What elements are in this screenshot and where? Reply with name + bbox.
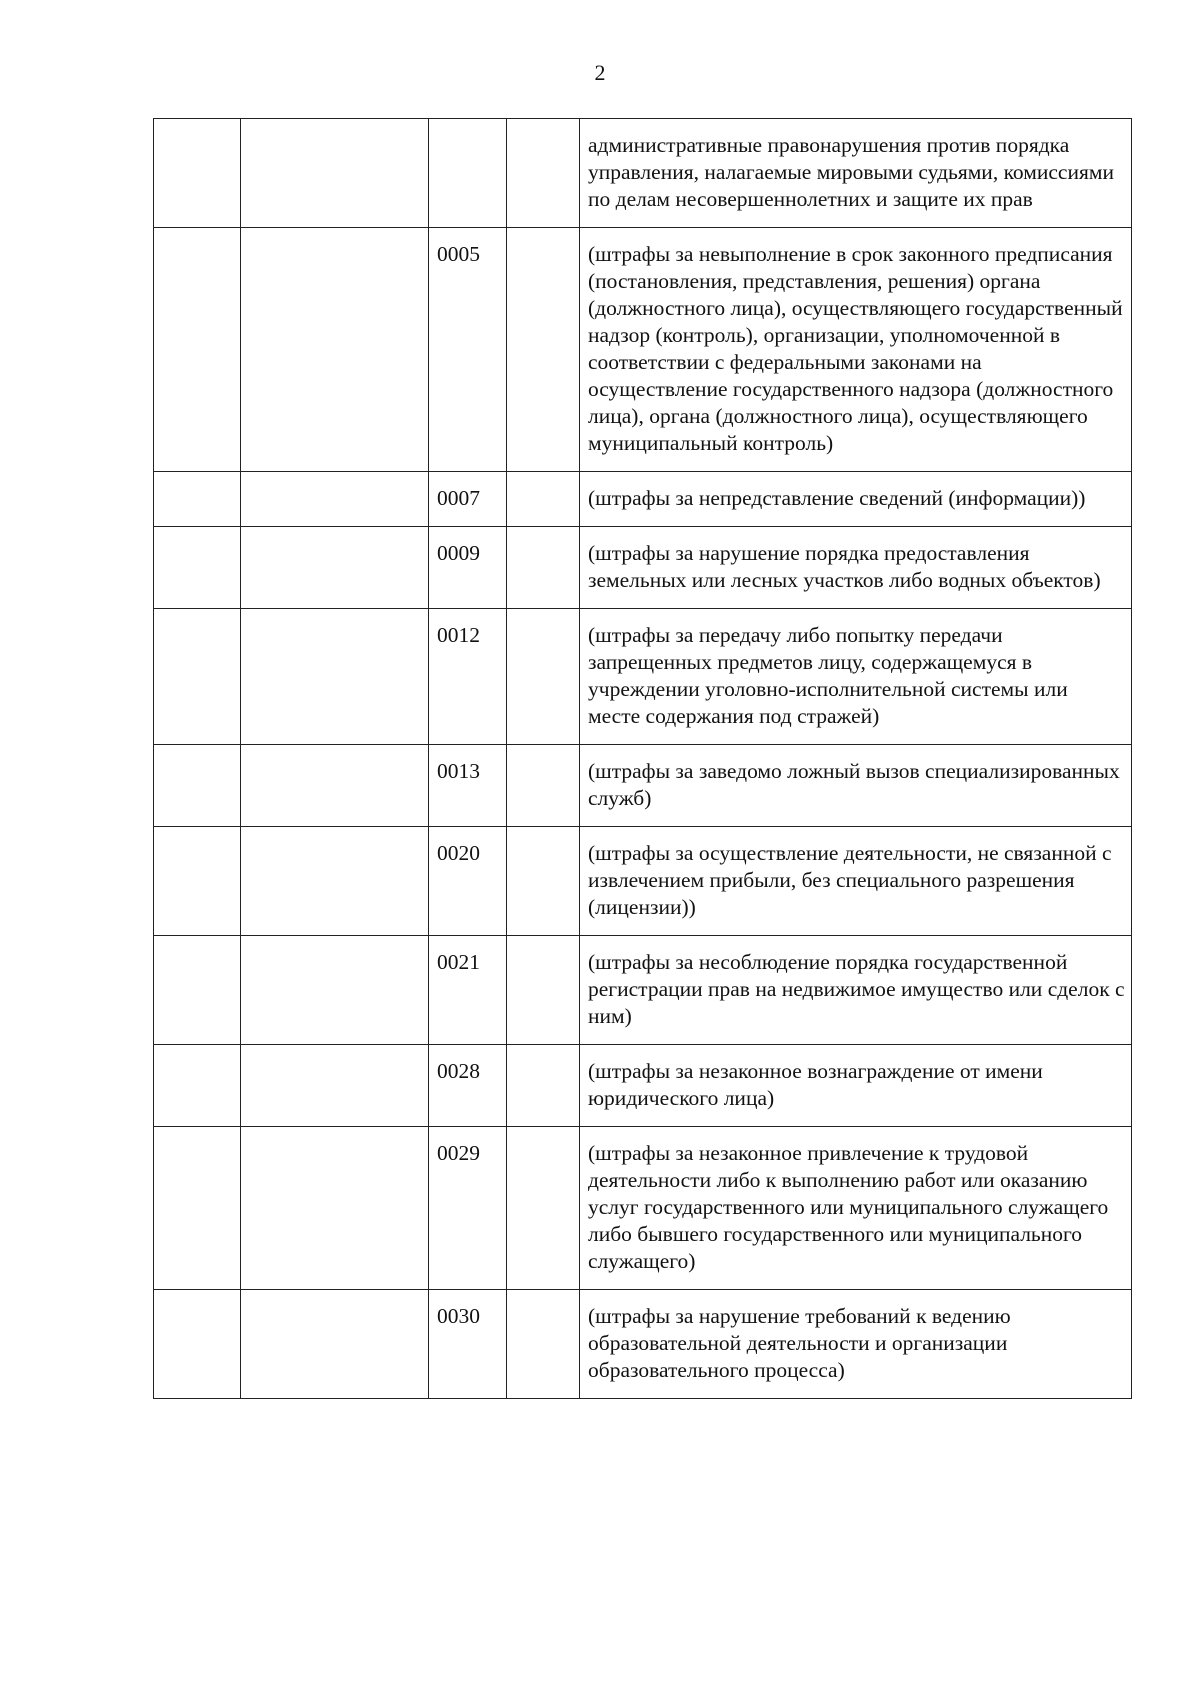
empty-cell-col2 xyxy=(241,527,429,609)
table-row xyxy=(154,228,1132,472)
description-cell: (штрафы за непредставление сведений (информации)) xyxy=(580,472,1132,527)
empty-cell-col1 xyxy=(154,1290,241,1399)
empty-cell-col4 xyxy=(507,745,580,827)
table-row xyxy=(154,609,1132,745)
empty-cell-col1 xyxy=(154,936,241,1045)
table-row xyxy=(154,1290,1132,1399)
empty-cell-col4 xyxy=(507,609,580,745)
empty-cell-col2 xyxy=(241,228,429,472)
empty-cell-col1 xyxy=(154,1127,241,1290)
empty-cell-col4 xyxy=(507,228,580,472)
description-cell: (штрафы за нарушение требований к ведению образовательной деятельности и организации образовательного процесса) xyxy=(580,1290,1132,1399)
empty-cell-col2 xyxy=(241,936,429,1045)
empty-cell-col2 xyxy=(241,119,429,228)
table-row xyxy=(154,1127,1132,1290)
code-cell: 0020 xyxy=(429,827,507,936)
code-cell: 0012 xyxy=(429,609,507,745)
empty-cell-col4 xyxy=(507,119,580,228)
table-body xyxy=(154,119,1132,1399)
description-cell: (штрафы за передачу либо попытку передачи запрещенных предметов лицу, содержащемуся в учреждении уголовно-исполнительной системы или месте содержания под стражей) xyxy=(580,609,1132,745)
description-cell: (штрафы за нарушение порядка предоставления земельных или лесных участков либо водных объектов) xyxy=(580,527,1132,609)
code-cell: 0028 xyxy=(429,1045,507,1127)
empty-cell-col1 xyxy=(154,1045,241,1127)
empty-cell-col2 xyxy=(241,472,429,527)
empty-cell-col1 xyxy=(154,609,241,745)
description-cell: (штрафы за невыполнение в срок законного предписания (постановления, представления, решения) органа (должностного лица), осуществляющего государственный надзор (контроль), организации, уполномоченной в соответствии с федеральными законами на осуществление государственного надзора (должностного лица), органа (должностного лица), осуществляющего муниципальный контроль) xyxy=(580,228,1132,472)
code-cell: 0021 xyxy=(429,936,507,1045)
empty-cell-col1 xyxy=(154,527,241,609)
table-row xyxy=(154,119,1132,228)
code-cell: 0007 xyxy=(429,472,507,527)
empty-cell-col1 xyxy=(154,228,241,472)
empty-cell-col4 xyxy=(507,1127,580,1290)
empty-cell-col4 xyxy=(507,527,580,609)
empty-cell-col4 xyxy=(507,827,580,936)
empty-cell-col1 xyxy=(154,827,241,936)
code-cell: 0005 xyxy=(429,228,507,472)
description-cell: (штрафы за несоблюдение порядка государственной регистрации прав на недвижимое имущество или сделок с ним) xyxy=(580,936,1132,1045)
empty-cell-col4 xyxy=(507,936,580,1045)
empty-cell-col2 xyxy=(241,1127,429,1290)
empty-cell-col2 xyxy=(241,745,429,827)
empty-cell-col2 xyxy=(241,609,429,745)
table-row xyxy=(154,745,1132,827)
empty-cell-col4 xyxy=(507,472,580,527)
empty-cell-col4 xyxy=(507,1045,580,1127)
table-row xyxy=(154,936,1132,1045)
table-row xyxy=(154,1045,1132,1127)
empty-cell-col1 xyxy=(154,119,241,228)
code-cell: 0029 xyxy=(429,1127,507,1290)
description-cell: (штрафы за заведомо ложный вызов специализированных служб) xyxy=(580,745,1132,827)
empty-cell-col2 xyxy=(241,1045,429,1127)
description-cell: (штрафы за незаконное вознаграждение от имени юридического лица) xyxy=(580,1045,1132,1127)
empty-cell-col1 xyxy=(154,745,241,827)
code-cell: 0013 xyxy=(429,745,507,827)
empty-cell-col4 xyxy=(507,1290,580,1399)
code-cell: 0009 xyxy=(429,527,507,609)
budget-codes-table xyxy=(153,118,1132,1399)
empty-cell-col1 xyxy=(154,472,241,527)
empty-cell-col2 xyxy=(241,827,429,936)
page-number: 2 xyxy=(594,60,606,85)
empty-cell-col2 xyxy=(241,1290,429,1399)
code-cell xyxy=(429,119,507,228)
table-row xyxy=(154,472,1132,527)
code-cell: 0030 xyxy=(429,1290,507,1399)
description-cell: административные правонарушения против порядка управления, налагаемые мировыми судьями, комиссиями по делам несовершеннолетних и защите их прав xyxy=(580,119,1132,228)
description-cell: (штрафы за осуществление деятельности, не связанной с извлечением прибыли, без специального разрешения (лицензии)) xyxy=(580,827,1132,936)
table-row xyxy=(154,527,1132,609)
table-row xyxy=(154,827,1132,936)
description-cell: (штрафы за незаконное привлечение к трудовой деятельности либо к выполнению работ или оказанию услуг государственного или муниципального служащего либо бывшего государственного или муниципального служащего) xyxy=(580,1127,1132,1290)
